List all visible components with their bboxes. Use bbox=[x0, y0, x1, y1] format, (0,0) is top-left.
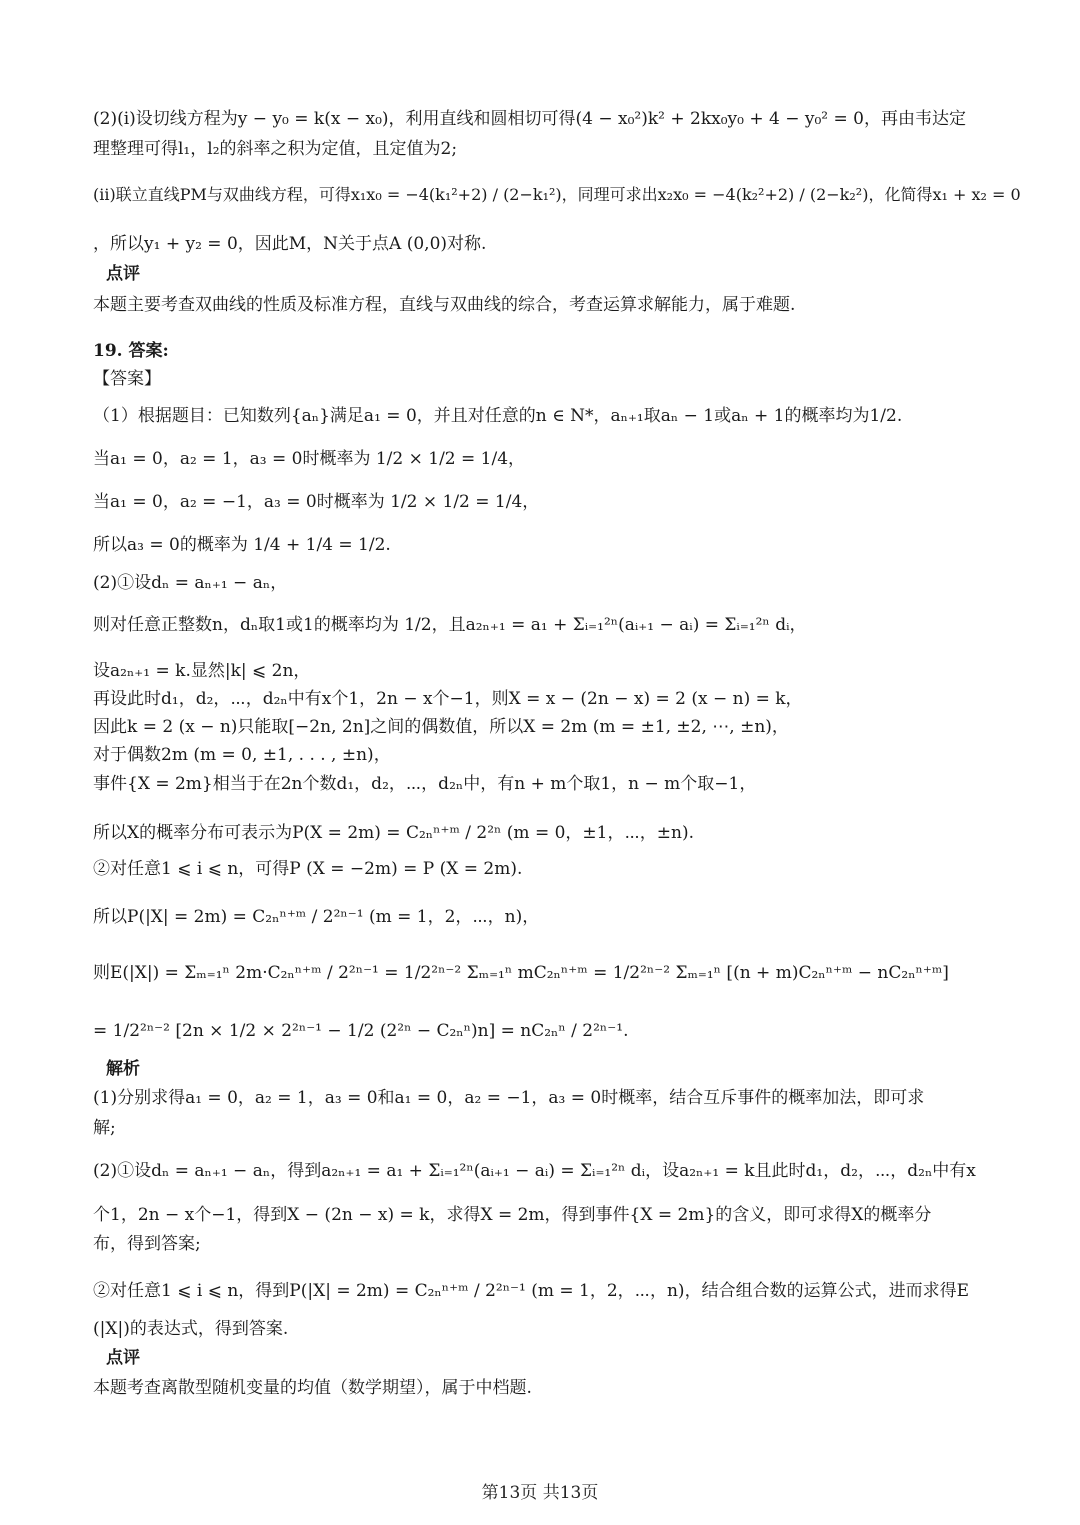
s19-line: 事件{X = 2m}相当于在2n个数d₁，d₂，⋯，d₂ₙ中，有n + m个取1，n − m个取−1， bbox=[93, 774, 757, 794]
s19-line: （1）根据题目：已知数列{aₙ}满足a₁ = 0，并且对任意的n ∈ N*，aₙ₊₁取aₙ − 1或aₙ + 1的概率均为1/2. bbox=[93, 406, 903, 426]
s19-line: 对于偶数2m (m = 0, ±1, . . . , ±n)， bbox=[93, 745, 391, 765]
s19-line: 再设此时d₁，d₂，⋯，d₂ₙ中有x个1，2n − x个−1，则X = x − (2n − x) = 2 (x − n) = k， bbox=[93, 689, 803, 709]
s19-analysis-line: 个1，2n − x个−1，得到X − (2n − x) = k，求得X = 2m，得到事件{X = 2m}的含义，即可求得X的概率分 bbox=[93, 1205, 932, 1225]
s19-line: ②对任意1 ⩽ i ⩽ n，可得P (X = −2m) = P (X = 2m). bbox=[93, 859, 523, 879]
s18-line-4: ，所以y₁ + y₂ = 0，因此M，N关于点A (0,0)对称. bbox=[93, 234, 487, 254]
s19-line: 当a₁ = 0，a₂ = 1，a₃ = 0时概率为 1/2 × 1/2 = 1/4， bbox=[93, 449, 526, 469]
s19-review-heading: 点评 bbox=[106, 1348, 140, 1368]
s18-review-heading: 点评 bbox=[106, 264, 140, 284]
s19-analysis-line: 解; bbox=[93, 1118, 116, 1138]
s18-review-text: 本题主要考查双曲线的性质及标准方程，直线与双曲线的综合，考查运算求解能力，属于难题. bbox=[93, 295, 796, 315]
s19-line: 所以a₃ = 0的概率为 1/4 + 1/4 = 1/2. bbox=[93, 535, 391, 555]
s19-line: 所以X的概率分布可表示为P(X = 2m) = C₂ₙⁿ⁺ᵐ / 2²ⁿ (m = 0，±1，⋯，±n). bbox=[93, 823, 695, 843]
s19-analysis-line: (|X|)的表达式，得到答案. bbox=[93, 1319, 289, 1339]
s19-heading: 19. 答案: bbox=[93, 341, 169, 361]
s18-line-1: (2)(i)设切线方程为y − y₀ = k(x − x₀)，利用直线和圆相切可得(4 − x₀²)k² + 2kx₀y₀ + 4 − y₀² = 0，再由韦达定 bbox=[93, 109, 966, 129]
s19-analysis-heading: 解析 bbox=[106, 1059, 140, 1079]
s19-analysis-line: ②对任意1 ⩽ i ⩽ n，得到P(|X| = 2m) = C₂ₙⁿ⁺ᵐ / 2²ⁿ⁻¹ (m = 1，2，⋯，n)，结合组合数的运算公式，进而求得E bbox=[93, 1281, 969, 1301]
s18-line-3: (ii)联立直线PM与双曲线方程，可得x₁x₀ = −4(k₁²+2) / (2−k₁²)，同理可求出x₂x₀ = −4(k₂²+2) / (2−k₂²)，化简得x₁ + x₂ = 0 bbox=[93, 185, 1021, 204]
s19-analysis-line: (2)①设dₙ = aₙ₊₁ − aₙ，得到a₂ₙ₊₁ = a₁ + Σᵢ₌₁²ⁿ(aᵢ₊₁ − aᵢ) = Σᵢ₌₁²ⁿ dᵢ，设a₂ₙ₊₁ = k且此时d₁，d₂，⋯，d₂ₙ中有x bbox=[93, 1161, 976, 1181]
s19-line: 则对任意正整数n，dₙ取1或1的概率均为 1/2，且a₂ₙ₊₁ = a₁ + Σᵢ₌₁²ⁿ(aᵢ₊₁ − aᵢ) = Σᵢ₌₁²ⁿ dᵢ， bbox=[93, 615, 807, 635]
s19-analysis-line: (1)分别求得a₁ = 0，a₂ = 1，a₃ = 0和a₁ = 0，a₂ = −1，a₃ = 0时概率，结合互斥事件的概率加法，即可求 bbox=[93, 1088, 925, 1108]
s19-line: = 1/2²ⁿ⁻² [2n × 1/2 × 2²ⁿ⁻¹ − 1/2 (2²ⁿ − C₂ₙⁿ)n] = nC₂ₙⁿ / 2²ⁿ⁻¹. bbox=[93, 1021, 629, 1041]
s19-answer-label: 【答案】 bbox=[93, 369, 161, 389]
s19-line: 则E(|X|) = Σₘ₌₁ⁿ 2m·C₂ₙⁿ⁺ᵐ / 2²ⁿ⁻¹ = 1/2²ⁿ⁻² Σₘ₌₁ⁿ mC₂ₙⁿ⁺ᵐ = 1/2²ⁿ⁻² Σₘ₌₁ⁿ [(n + m)C₂ₙⁿ⁺ᵐ − nC₂ₙⁿ⁺ᵐ] bbox=[93, 963, 949, 983]
s19-line: 设a₂ₙ₊₁ = k.显然|k| ⩽ 2n， bbox=[93, 661, 311, 681]
s19-line: 因此k = 2 (x − n)只能取[−2n, 2n]之间的偶数值，所以X = 2m (m = ±1, ±2, ⋯, ±n)， bbox=[93, 717, 789, 737]
s19-line: 当a₁ = 0，a₂ = −1，a₃ = 0时概率为 1/2 × 1/2 = 1/4， bbox=[93, 492, 540, 512]
s19-line: 所以P(|X| = 2m) = C₂ₙⁿ⁺ᵐ / 2²ⁿ⁻¹ (m = 1，2，⋯，n)， bbox=[93, 907, 540, 927]
page-footer: 第13页 共13页 bbox=[481, 1483, 599, 1503]
s19-review-text: 本题考查离散型随机变量的均值（数学期望），属于中档题. bbox=[93, 1378, 532, 1398]
s19-analysis-line: 布，得到答案; bbox=[93, 1234, 201, 1254]
s18-line-2: 理整理可得l₁，l₂的斜率之积为定值，且定值为2; bbox=[93, 139, 458, 159]
s19-line: (2)①设dₙ = aₙ₊₁ − aₙ， bbox=[93, 573, 288, 593]
